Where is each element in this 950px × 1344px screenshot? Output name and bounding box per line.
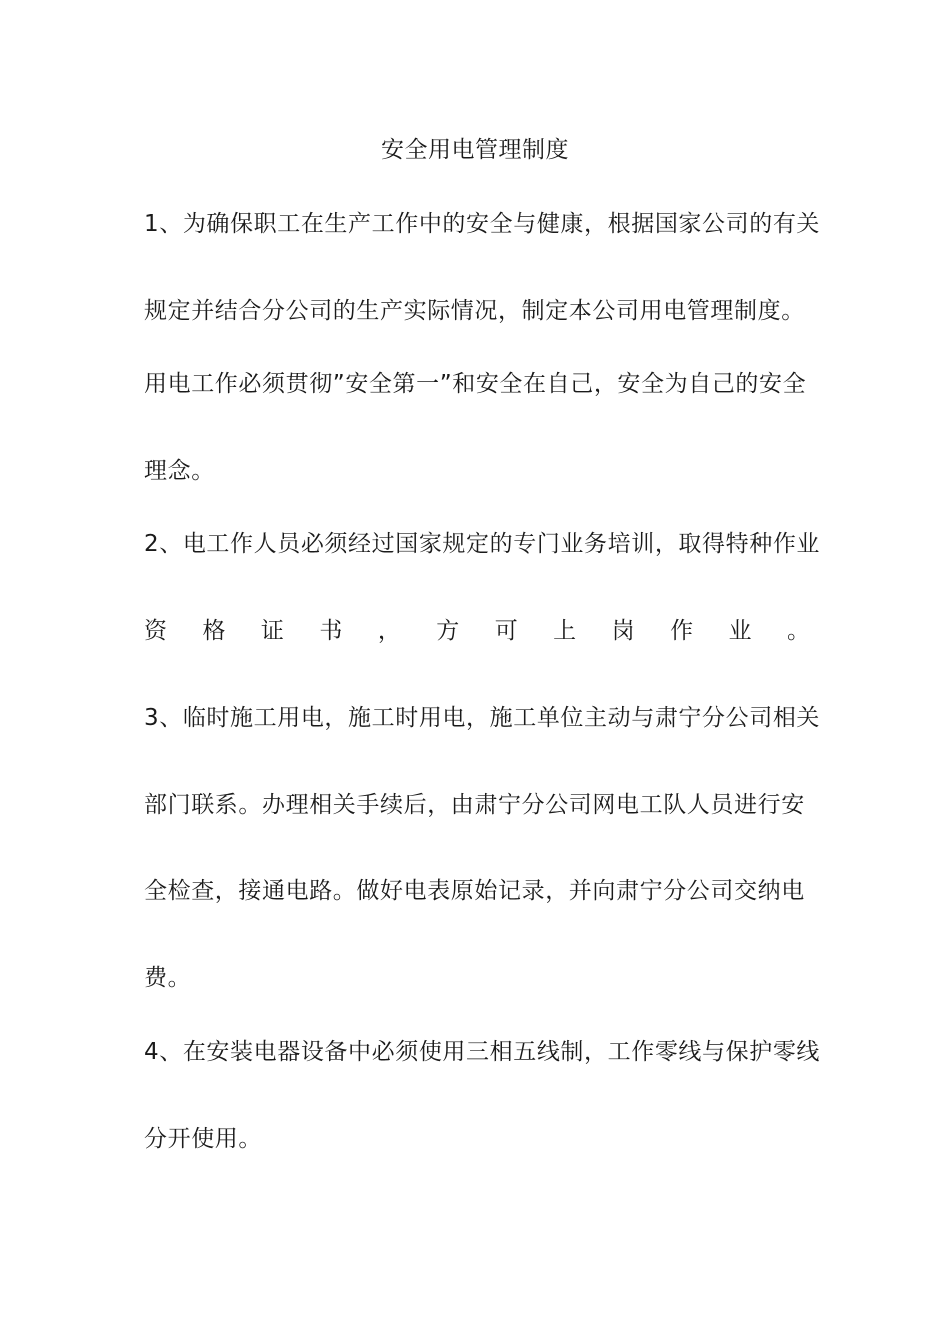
text-line-justified xyxy=(144,613,810,649)
text-line: 理念。 xyxy=(144,458,215,484)
text-line: 规定并结合分公司的生产实际情况，制定本公司用电管理制度。 xyxy=(144,298,805,324)
text-char: 岗 xyxy=(611,618,635,644)
text-char: 可 xyxy=(494,618,518,644)
document-title: 安全用电管理制度 xyxy=(381,137,569,163)
text-line: 4、在安装电器设备中必须使用三相五线制，工作零线与保护零线 xyxy=(144,1039,821,1065)
text-char: 。 xyxy=(786,618,810,644)
text-line: 3、临时施工用电，施工时用电，施工单位主动与肃宁分公司相关 xyxy=(144,705,821,731)
text-line: 部门联系。办理相关手续后，由肃宁分公司网电工队人员进行安 xyxy=(144,792,805,818)
text-char: 资 xyxy=(144,618,167,644)
text-char: 方 xyxy=(436,618,460,644)
text-line: 1、为确保职工在生产工作中的安全与健康，根据国家公司的有关 xyxy=(144,211,821,237)
text-char: 格 xyxy=(202,618,226,644)
text-char: 作 xyxy=(670,618,694,644)
text-char: 业 xyxy=(728,618,752,644)
text-char: 书 xyxy=(319,618,343,644)
text-line: 费。 xyxy=(144,965,192,991)
text-line: 2、电工作人员必须经过国家规定的专门业务培训，取得特种作业 xyxy=(144,531,821,557)
text-line: 分开使用。 xyxy=(144,1126,262,1152)
text-char: 上 xyxy=(553,618,577,644)
text-char: 证 xyxy=(260,618,284,644)
text-line: 用电工作必须贯彻”安全第一”和安全在自己，安全为自己的安全 xyxy=(144,371,807,397)
text-line: 全检查，接通电路。做好电表原始记录，并向肃宁分公司交纳电 xyxy=(144,878,805,904)
text-char: ， xyxy=(377,618,401,644)
